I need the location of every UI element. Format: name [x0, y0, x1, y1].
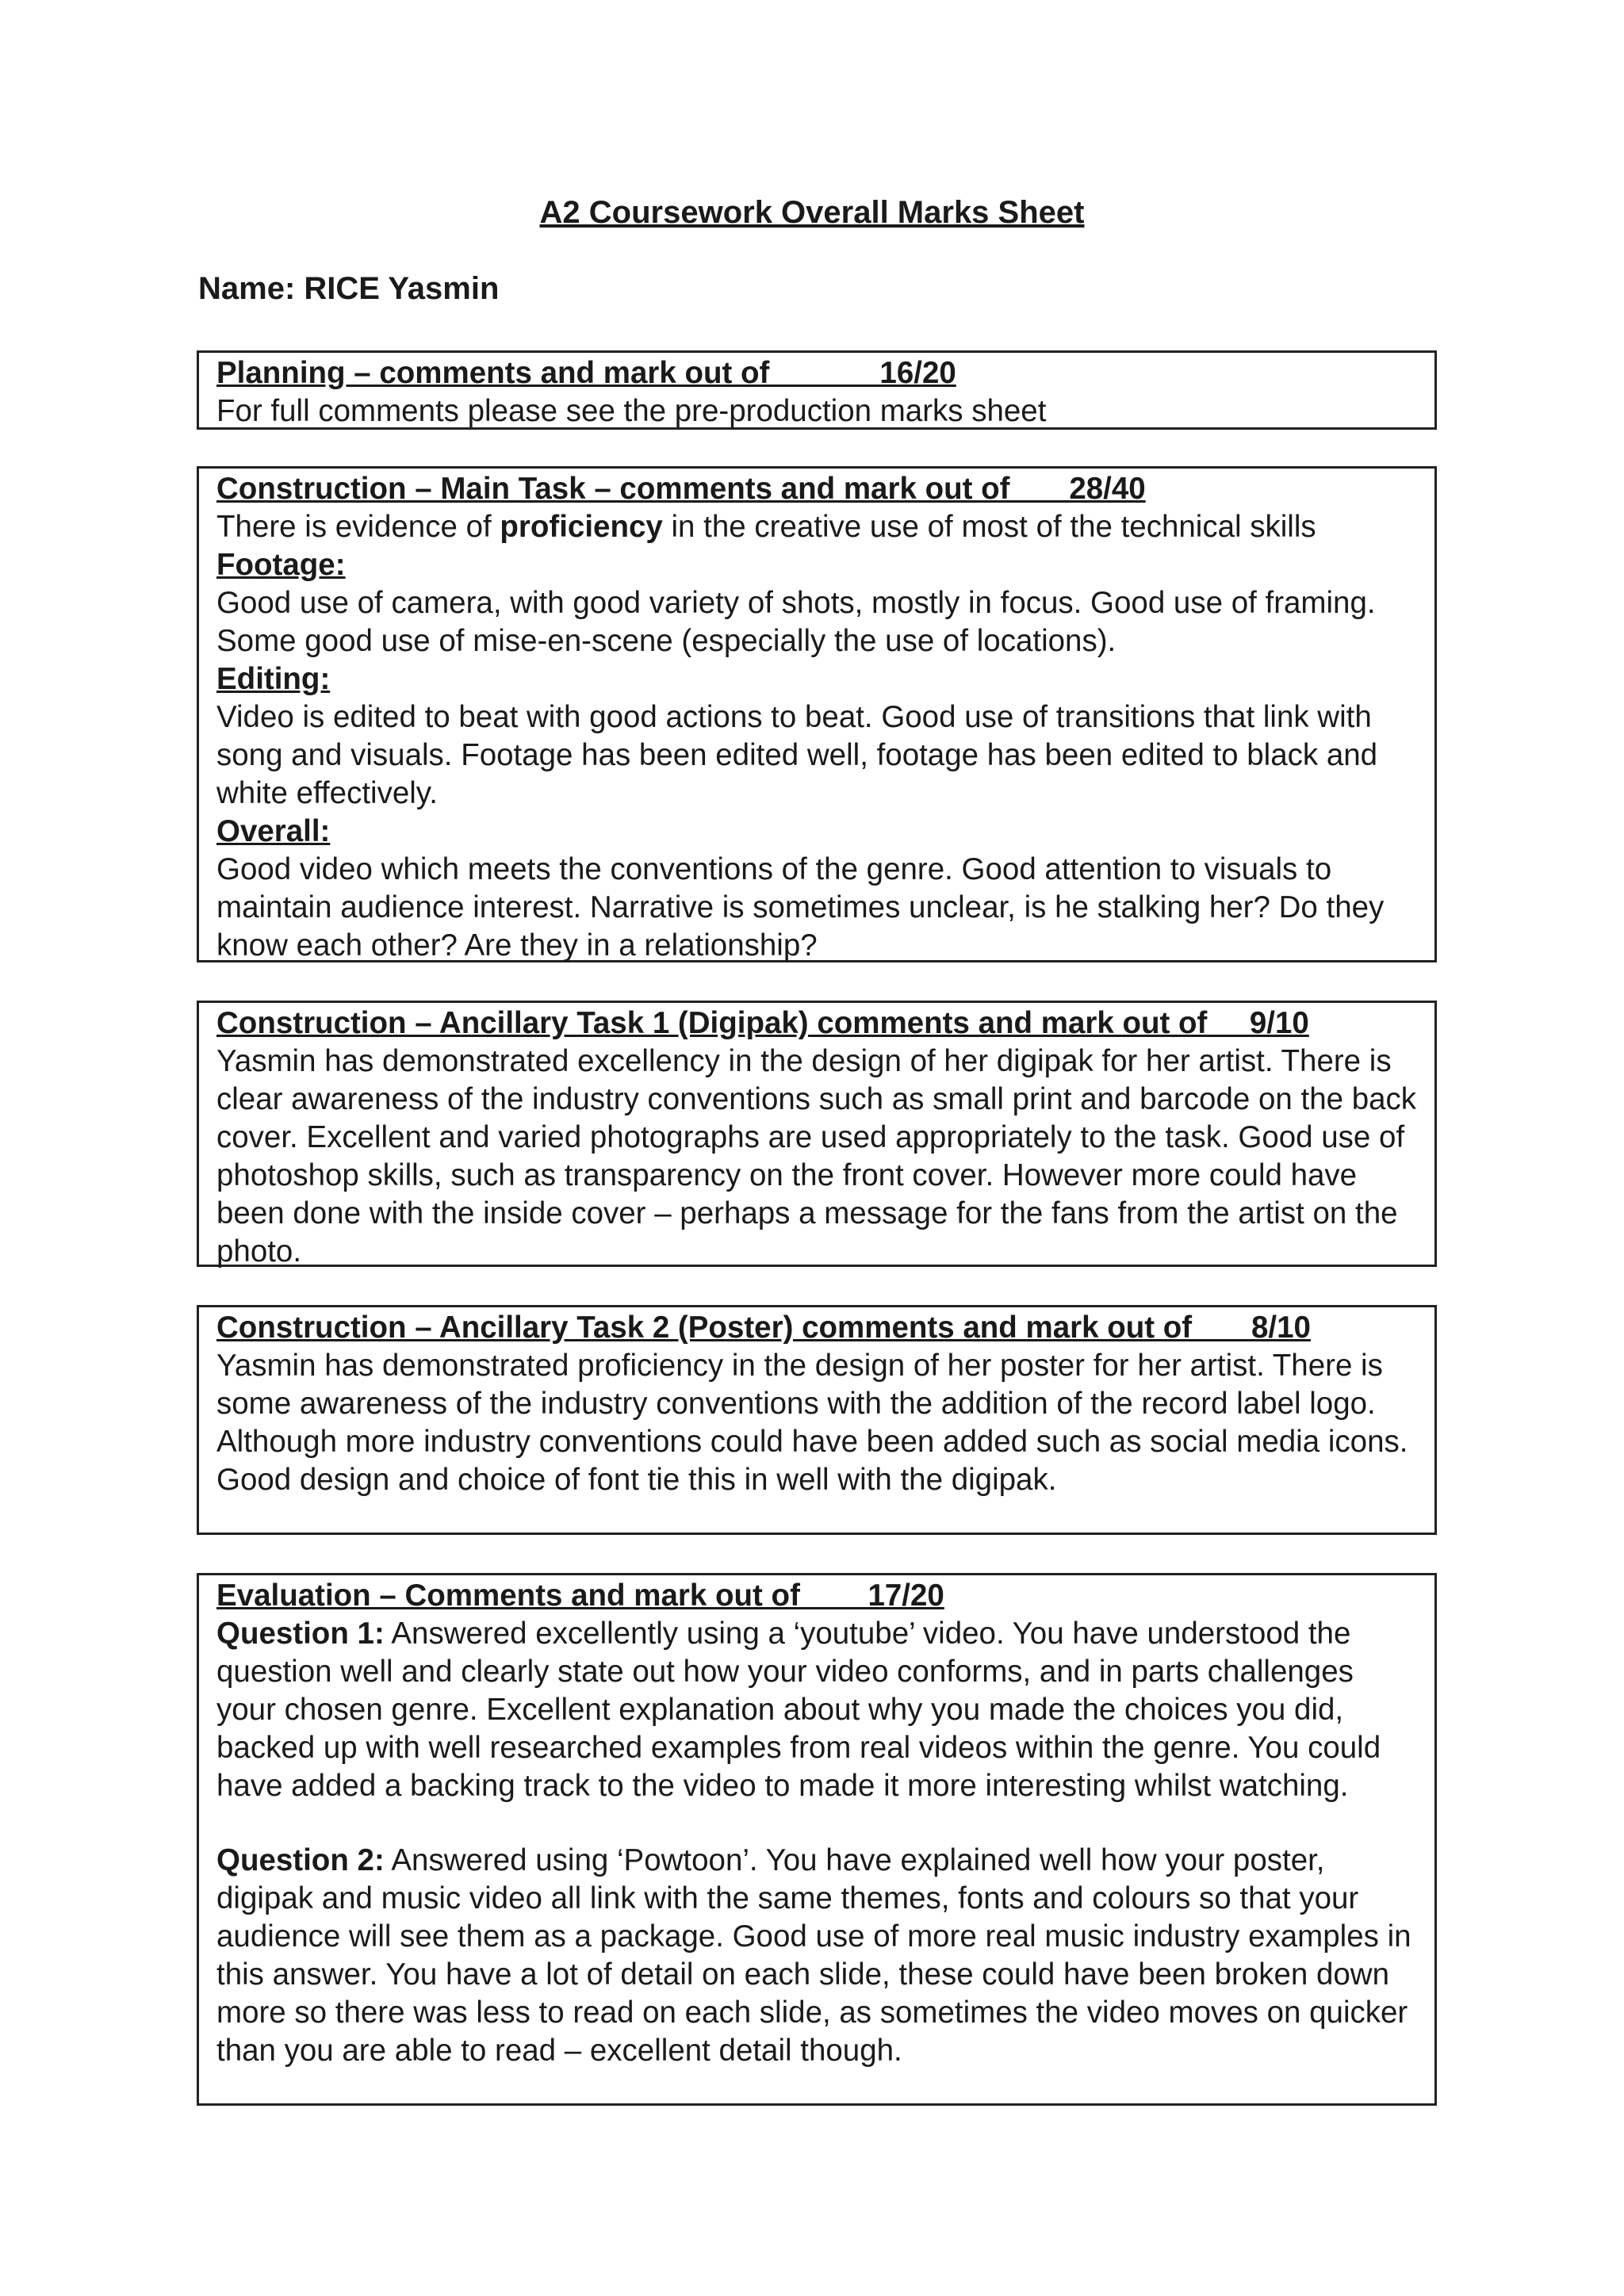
overall-heading: Overall:	[216, 814, 331, 848]
editing-heading: Editing:	[216, 662, 331, 696]
main-task-header: Construction – Main Task – comments and mark out of 28/40	[216, 472, 1146, 506]
question-2-label: Question 2:	[216, 1843, 385, 1877]
question-1-comments: Question 1: Answered excellently using a ‘youtube’ video. You have understood the question well and clearly state out how your video conforms, and in parts challenges your chosen genre. Excellent explanation about why you made the choices you did, backed up with well researched examples from real videos within the genre. You could have added a backing track to the video to made it more interesting whilst watching.	[216, 1617, 1381, 1803]
student-name: Name: RICE Yasmin	[198, 271, 500, 306]
footage-comments: Good use of camera, with good variety of shots, mostly in focus. Good use of framing. Some good use of mise-en-scene (especially the use of locations).	[216, 586, 1376, 658]
page-title: A2 Coursework Overall Marks Sheet	[539, 195, 1085, 230]
planning-header: Planning – comments and mark out of 16/20	[216, 356, 956, 390]
main-task-section	[197, 466, 1437, 962]
evaluation-section	[197, 1573, 1437, 2106]
ancillary-task-2-comments: Yasmin has demonstrated proficiency in the design of her poster for her artist. There is some awareness of the industry conventions with the addition of the record label logo. Although more industry conventions could have been added such as social media icons. Good design and choice of font tie this in well with the digipak.	[216, 1349, 1408, 1497]
question-2-comments: Question 2: Answered using ‘Powtoon’. You have explained well how your poster, digipak and music video all link with the same themes, fonts and colours so that your audience will see them as a package. Good use of more real music industry examples in this answer. You have a lot of detail on each slide, these could have been broken down more so there was less to read on each slide, as sometimes the video moves on quicker than you are able to read – excellent detail though.	[216, 1843, 1411, 2068]
main-task-intro: There is evidence of proficiency in the creative use of most of the technical skills	[216, 510, 1316, 544]
ancillary-task-2-header: Construction – Ancillary Task 2 (Poster) comments and mark out of 8/10	[216, 1311, 1311, 1345]
proficiency-emphasis: proficiency	[500, 510, 663, 544]
editing-comments: Video is edited to beat with good actions to beat. Good use of transitions that link with song and visuals. Footage has been edited well, footage has been edited to black and white effectively.	[216, 700, 1378, 810]
ancillary-task-1-comments: Yasmin has demonstrated excellency in the design of her digipak for her artist. There is clear awareness of the industry conventions such as small print and barcode on the back cover. Excellent and varied photographs are used appropriately to the task. Good use of photoshop skills, such as transparency on the front cover. However more could have been done with the inside cover – perhaps a message for the fans from the artist on the photo.	[216, 1044, 1417, 1269]
evaluation-header: Evaluation – Comments and mark out of 17/20	[216, 1578, 944, 1613]
ancillary-task-2-section	[197, 1305, 1437, 1535]
question-1-label: Question 1:	[216, 1617, 385, 1651]
ancillary-task-1-section	[197, 1001, 1437, 1267]
planning-section	[197, 350, 1437, 430]
planning-comments: For full comments please see the pre-production marks sheet	[216, 394, 1047, 428]
overall-comments: Good video which meets the conventions of the genre. Good attention to visuals to maintain audience interest. Narrative is sometimes unclear, is he stalking her? Do they know each other? Are they in a relationship?	[216, 852, 1385, 962]
footage-heading: Footage:	[216, 548, 346, 582]
ancillary-task-1-header: Construction – Ancillary Task 1 (Digipak) comments and mark out of 9/10	[216, 1006, 1309, 1040]
